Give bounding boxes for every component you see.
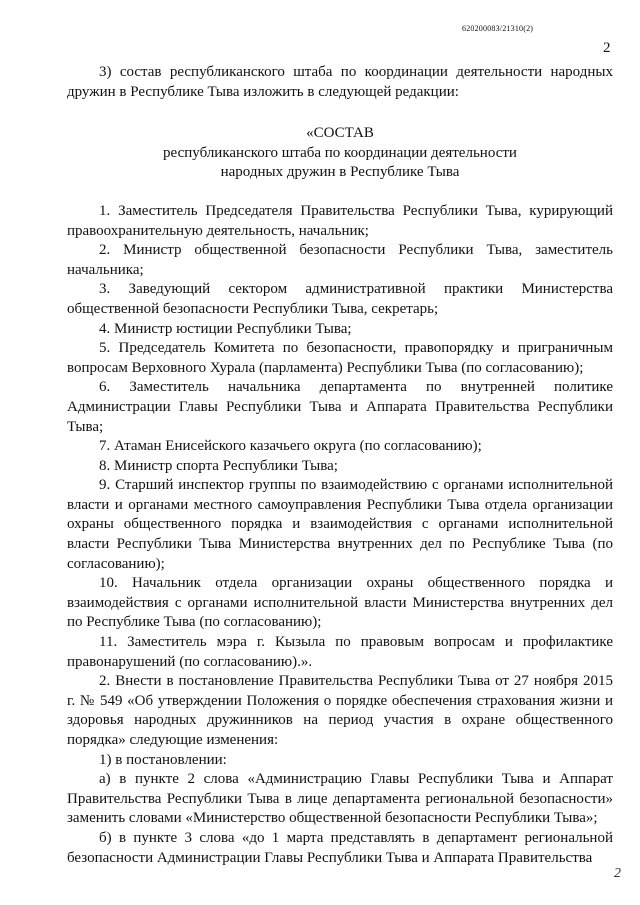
intro-paragraph: 3) состав республиканского штаба по координации деятельности народных дружин в Республике Тыва изложить в следующей редакции: — [67, 64, 613, 100]
list-item: 9. Старший инспектор группы по взаимодействию с органами исполнительной власти и органами местного самоуправления Республики Тыва отдела организации охраны общественного порядка и взаимодействия с органами исполнительной власти Республики Тыва Министерства внутренних дел по Республике Тыва (по согласованию); — [67, 477, 613, 572]
members-list — [67, 202, 613, 672]
title-line-3: народных дружин в Республике Тыва — [220, 164, 460, 181]
section-2-subitem-1: 1) в постановлении: — [99, 751, 227, 768]
handwritten-mark: 2 — [614, 866, 621, 881]
section-2-intro: 2. Внести в постановление Правительства Республики Тыва от 27 ноября 2015 г. № 549 «Об утверждении Положения о порядке обеспечения страхования жизни и здоровья народных дружинников на период участия в охране общественного порядка» следующие изменения: — [67, 673, 613, 748]
title-line-1: «СОСТАВ — [306, 125, 374, 142]
list-item: 10. Начальник отдела организации охраны общественного порядка и взаимодействия с органами исполнительной власти Министерства внутренних дел по Республике Тыва (по согласованию); — [67, 575, 613, 631]
title-line-2: республиканского штаба по координации деятельности — [163, 144, 517, 161]
document-body — [67, 63, 613, 868]
section-2-item-b: б) в пункте 3 слова «до 1 марта представлять в департамент региональной безопасности Администрации Главы Республики Тыва и Аппарата Правительства — [67, 829, 613, 866]
list-item: 1. Заместитель Председателя Правительства Республики Тыва, курирующий правоохранительную деятельность, начальник; — [67, 202, 613, 239]
list-item: 3. Заведующий сектором административной практики Министерства общественной безопасности Республики Тыва, секретарь; — [67, 281, 613, 317]
list-item: 4. Министр юстиции Республики Тыва; — [99, 320, 352, 337]
list-item: 6. Заместитель начальника департамента по внутренней политике Администрации Главы Республики Тыва и Аппарата Правительства Республики Тыва; — [67, 379, 613, 435]
document-registration-code: 62020008З/21310(2) — [462, 24, 534, 33]
list-item: 8. Министр спорта Республики Тыва; — [99, 457, 338, 474]
list-item: 11. Заместитель мэра г. Кызыла по правовым вопросам и профилактике правонарушений (по согласованию).». — [67, 634, 613, 670]
list-item: 2. Министр общественной безопасности Республики Тыва, заместитель начальника; — [67, 242, 613, 278]
composition-title — [67, 124, 613, 183]
section-2-item-a: а) в пункте 2 слова «Администрацию Главы Республики Тыва и Аппарат Правительства Республики Тыва в лице департамента региональной безопасности» заменить словами «Министерство общественной безопасности Республики Тыва»; — [67, 771, 613, 827]
page-number: 2 — [603, 40, 611, 56]
list-item: 7. Атаман Енисейского казачьего округа (по согласованию); — [99, 438, 482, 455]
list-item: 5. Председатель Комитета по безопасности, правопорядку и приграничным вопросам Верховного Хурала (парламента) Республики Тыва (по согласованию); — [67, 340, 613, 376]
